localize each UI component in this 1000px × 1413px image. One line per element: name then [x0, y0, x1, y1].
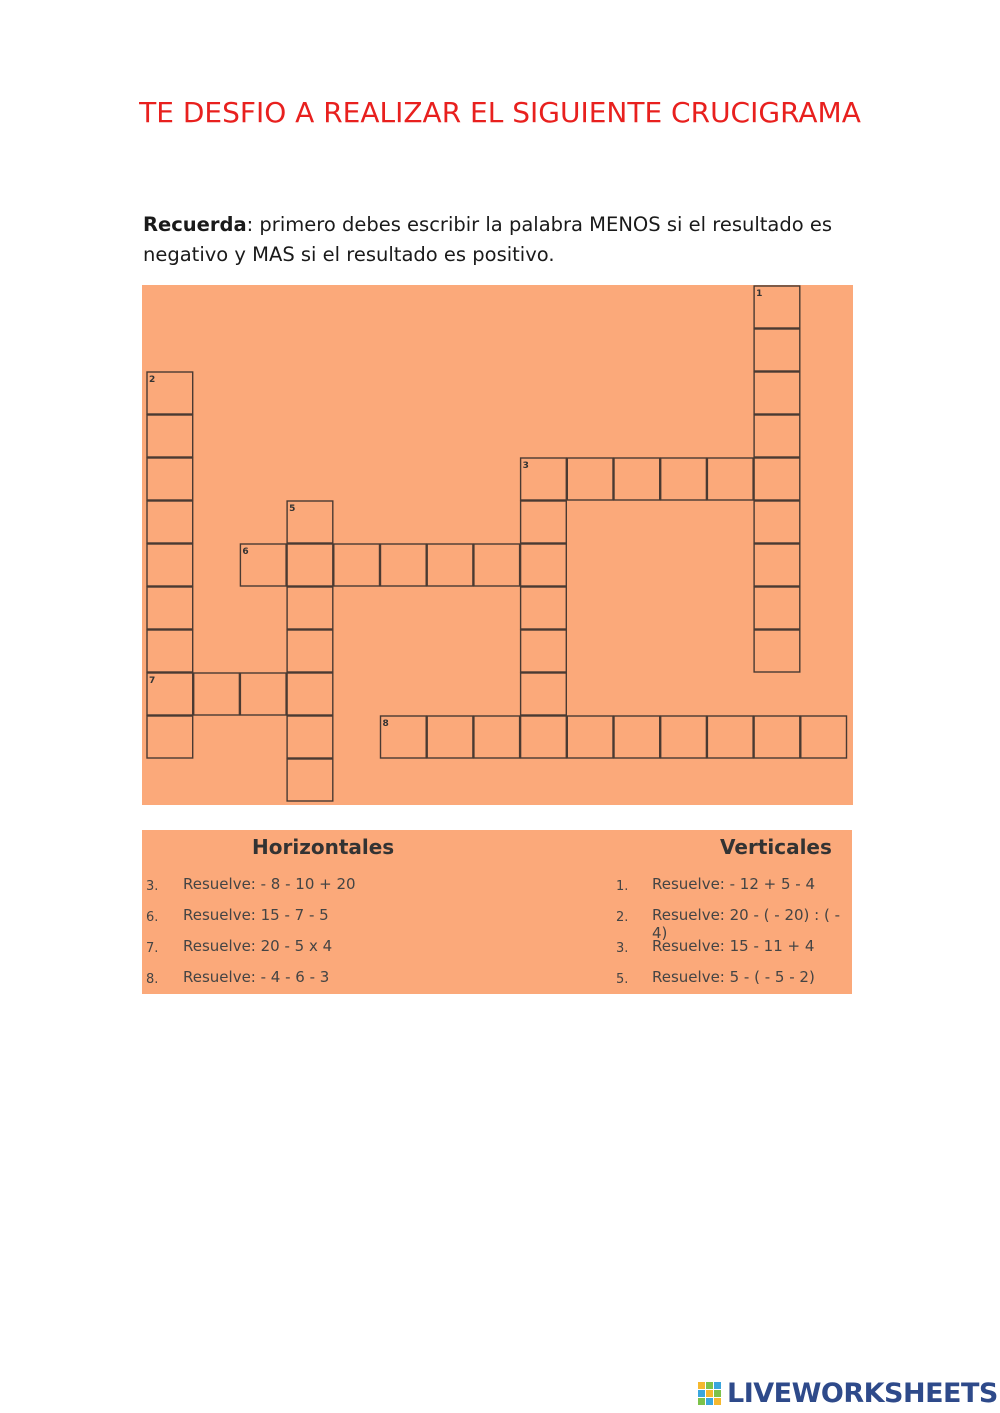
crossword-cell[interactable] [147, 716, 193, 758]
crossword-cell[interactable] [521, 587, 567, 629]
crossword-cell[interactable] [287, 716, 333, 758]
crossword-cell[interactable] [147, 501, 193, 543]
h-clue-text: Resuelve: 20 - 5 x 4 [183, 937, 333, 955]
crossword-cell[interactable] [754, 329, 800, 371]
crossword-cell[interactable] [754, 544, 800, 586]
vertical-heading: Verticales [720, 835, 832, 859]
crossword-cell[interactable] [147, 458, 193, 500]
instruction-note [143, 210, 843, 270]
crossword-cell[interactable] [754, 587, 800, 629]
crossword-cell[interactable] [521, 630, 567, 672]
page-title: TE DESFIO A REALIZAR EL SIGUIENTE CRUCIGRAMA [139, 96, 861, 129]
crossword-cell[interactable] [240, 673, 286, 715]
h-clue-num: 8. [146, 972, 159, 987]
v-clue-num: 1. [616, 879, 629, 894]
clue-number-label: 1 [756, 289, 763, 299]
crossword-cell[interactable] [754, 716, 800, 758]
v-clue-num: 3. [616, 941, 629, 956]
h-clue-num: 7. [146, 941, 159, 956]
crossword-cell[interactable] [287, 673, 333, 715]
h-clue-num: 3. [146, 879, 159, 894]
crossword-cell[interactable] [661, 458, 707, 500]
h-clue-text: Resuelve: - 4 - 6 - 3 [183, 968, 330, 986]
v-clue-text: Resuelve: 5 - ( - 5 - 2) [652, 968, 815, 986]
crossword-cell[interactable] [707, 716, 753, 758]
crossword-cell[interactable] [287, 759, 333, 801]
v-clue-num: 5. [616, 972, 629, 987]
crossword-cell[interactable] [521, 501, 567, 543]
clue-number-label: 8 [382, 719, 389, 729]
crossword-cell[interactable] [754, 415, 800, 457]
crossword-cell[interactable] [801, 716, 847, 758]
clue-number-label: 5 [289, 504, 296, 514]
crossword-cell[interactable] [287, 630, 333, 672]
crossword-cell[interactable] [287, 587, 333, 629]
crossword-cell[interactable] [754, 372, 800, 414]
note-text: : primero debes escribir la palabra MENOS si el resultado es negativo y MAS si el resultado es positivo. [143, 213, 833, 266]
clue-number-label: 6 [242, 547, 249, 557]
crossword-cell[interactable] [147, 544, 193, 586]
v-clue-num: 2. [616, 910, 629, 925]
brand-text: LIVEWORKSHEETS [727, 1377, 998, 1409]
v-clue-text: Resuelve: 15 - 11 + 4 [652, 937, 815, 955]
liveworksheets-logo-icon [697, 1380, 723, 1406]
crossword-cell[interactable] [147, 415, 193, 457]
crossword-cell[interactable] [427, 716, 473, 758]
crossword-cell[interactable] [661, 716, 707, 758]
crossword-cell[interactable] [334, 544, 380, 586]
crossword-cell[interactable] [567, 716, 613, 758]
h-clue-text: Resuelve: - 8 - 10 + 20 [183, 875, 356, 893]
crossword-cell[interactable] [521, 673, 567, 715]
note-bold: Recuerda [143, 213, 247, 236]
crossword-cell[interactable] [521, 544, 567, 586]
crossword-cell[interactable] [147, 630, 193, 672]
h-clue-num: 6. [146, 910, 159, 925]
crossword-svg [142, 285, 853, 805]
crossword-cell[interactable] [614, 458, 660, 500]
crossword-cell[interactable] [287, 544, 333, 586]
crossword-cell[interactable] [754, 630, 800, 672]
clues-panel [142, 830, 852, 994]
crossword-cell[interactable] [381, 544, 427, 586]
clue-number-label: 3 [522, 461, 529, 471]
clue-number-label: 7 [149, 676, 156, 686]
crossword-cell[interactable] [614, 716, 660, 758]
crossword-cell[interactable] [147, 587, 193, 629]
crossword-cell[interactable] [567, 458, 613, 500]
clue-number-label: 2 [149, 375, 156, 385]
crossword-cell[interactable] [707, 458, 753, 500]
v-clue-text: Resuelve: 20 - ( - 20) : ( - 4) [652, 906, 841, 942]
horizontal-heading: Horizontales [252, 835, 395, 859]
crossword-cell[interactable] [474, 544, 520, 586]
v-clue-text: Resuelve: - 12 + 5 - 4 [652, 875, 816, 893]
crossword-cell[interactable] [474, 716, 520, 758]
crossword-cell[interactable] [521, 716, 567, 758]
crossword-cell[interactable] [427, 544, 473, 586]
brand-footer [697, 1376, 998, 1410]
crossword-grid [142, 285, 853, 805]
crossword-cell[interactable] [754, 458, 800, 500]
crossword-cell[interactable] [754, 501, 800, 543]
crossword-cell[interactable] [194, 673, 240, 715]
h-clue-text: Resuelve: 15 - 7 - 5 [183, 906, 329, 924]
